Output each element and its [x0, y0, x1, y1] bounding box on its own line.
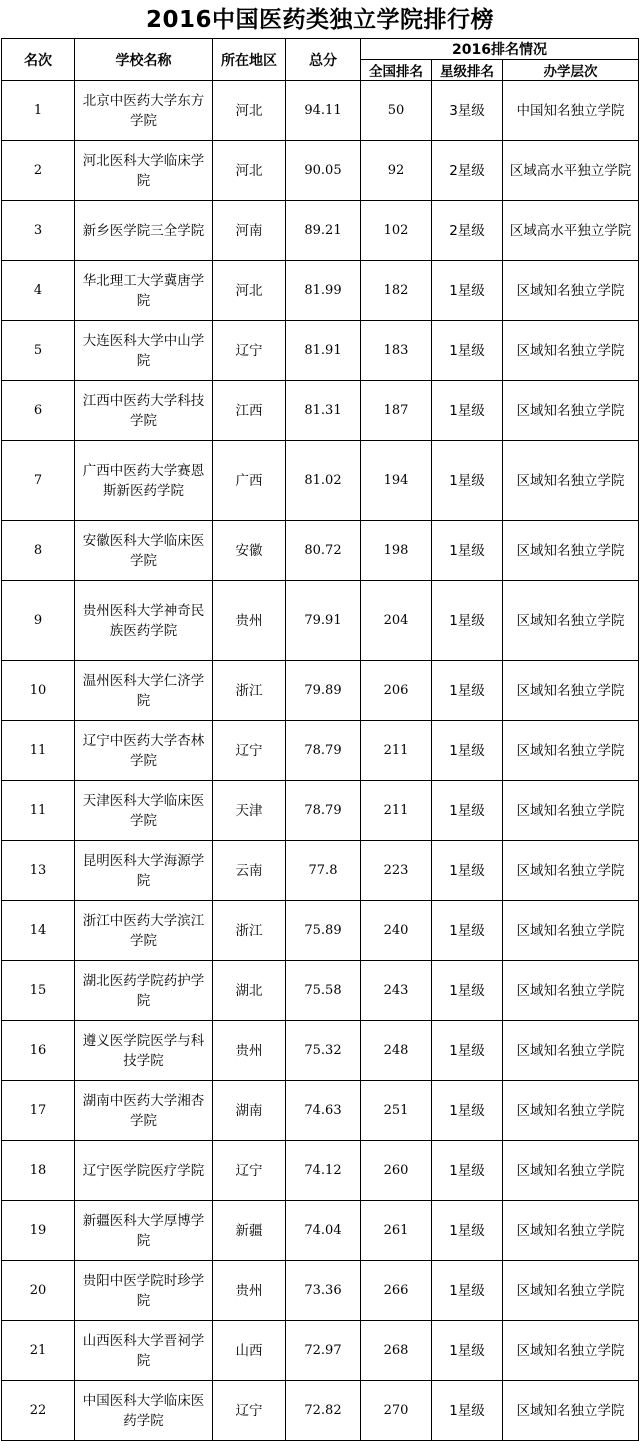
cell-school: 河北医科大学临床学院: [75, 141, 213, 201]
cell-rank: 22: [2, 1381, 75, 1441]
cell-rank: 13: [2, 841, 75, 901]
table-row: [2, 581, 639, 661]
cell-school: 大连医科大学中山学院: [75, 321, 213, 381]
cell-rank: 15: [2, 961, 75, 1021]
cell-star-rank: 1星级: [432, 321, 503, 381]
table-row: [2, 81, 639, 141]
table-row: [2, 441, 639, 521]
cell-national-rank: 182: [361, 261, 432, 321]
cell-region: 浙江: [212, 901, 285, 961]
cell-national-rank: 223: [361, 841, 432, 901]
cell-school: 贵阳中医学院时珍学院: [75, 1261, 213, 1321]
page-title: 2016中国医药类独立学院排行榜: [145, 7, 494, 33]
cell-region: 山西: [212, 1321, 285, 1381]
table-row: [2, 521, 639, 581]
cell-level: 区域知名独立学院: [502, 1321, 638, 1381]
cell-national-rank: 198: [361, 521, 432, 581]
cell-score: 78.79: [285, 721, 360, 781]
cell-region: 河北: [212, 81, 285, 141]
cell-level: 区域知名独立学院: [502, 961, 638, 1021]
cell-region: 新疆: [212, 1201, 285, 1261]
cell-national-rank: 211: [361, 721, 432, 781]
cell-score: 80.72: [285, 521, 360, 581]
table-row: [2, 201, 639, 261]
cell-region: 辽宁: [212, 321, 285, 381]
cell-region: 贵州: [212, 1261, 285, 1321]
cell-national-rank: 187: [361, 381, 432, 441]
cell-star-rank: 3星级: [432, 81, 503, 141]
cell-star-rank: 1星级: [432, 261, 503, 321]
cell-level: 区域知名独立学院: [502, 841, 638, 901]
cell-rank: 10: [2, 661, 75, 721]
cell-score: 81.02: [285, 441, 360, 521]
ranking-table: [1, 38, 639, 1441]
cell-school: 浙江中医药大学滨江学院: [75, 901, 213, 961]
cell-star-rank: 1星级: [432, 841, 503, 901]
table-row: [2, 1381, 639, 1441]
cell-score: 77.8: [285, 841, 360, 901]
cell-rank: 9: [2, 581, 75, 661]
cell-star-rank: 1星级: [432, 1261, 503, 1321]
cell-star-rank: 1星级: [432, 961, 503, 1021]
cell-level: 区域高水平独立学院: [502, 141, 638, 201]
cell-score: 90.05: [285, 141, 360, 201]
cell-level: 区域知名独立学院: [502, 261, 638, 321]
cell-school: 湖南中医药大学湘杏学院: [75, 1081, 213, 1141]
cell-national-rank: 102: [361, 201, 432, 261]
cell-school: 贵州医科大学神奇民族医药学院: [75, 581, 213, 661]
cell-star-rank: 1星级: [432, 381, 503, 441]
cell-rank: 21: [2, 1321, 75, 1381]
cell-national-rank: 211: [361, 781, 432, 841]
cell-score: 79.89: [285, 661, 360, 721]
cell-star-rank: 1星级: [432, 1321, 503, 1381]
cell-star-rank: 1星级: [432, 1381, 503, 1441]
cell-region: 湖北: [212, 961, 285, 1021]
header-row-top: [2, 39, 639, 60]
cell-rank: 6: [2, 381, 75, 441]
cell-region: 安徽: [212, 521, 285, 581]
cell-region: 江西: [212, 381, 285, 441]
cell-star-rank: 1星级: [432, 441, 503, 521]
cell-region: 贵州: [212, 581, 285, 661]
cell-school: 中国医科大学临床医药学院: [75, 1381, 213, 1441]
cell-level: 区域知名独立学院: [502, 581, 638, 661]
cell-region: 广西: [212, 441, 285, 521]
cell-school: 安徽医科大学临床医学院: [75, 521, 213, 581]
cell-star-rank: 1星级: [432, 721, 503, 781]
table-row: [2, 261, 639, 321]
cell-level: 区域知名独立学院: [502, 1081, 638, 1141]
cell-national-rank: 261: [361, 1201, 432, 1261]
table-body: [2, 81, 639, 1441]
cell-score: 74.63: [285, 1081, 360, 1141]
cell-star-rank: 2星级: [432, 201, 503, 261]
cell-region: 云南: [212, 841, 285, 901]
cell-score: 74.12: [285, 1141, 360, 1201]
cell-school: 新乡医学院三全学院: [75, 201, 213, 261]
cell-level: 中国知名独立学院: [502, 81, 638, 141]
cell-rank: 3: [2, 201, 75, 261]
table-row: [2, 1141, 639, 1201]
header-group: 2016排名情况: [361, 39, 639, 60]
cell-star-rank: 2星级: [432, 141, 503, 201]
header-national: 全国排名: [361, 60, 432, 81]
cell-school: 江西中医药大学科技学院: [75, 381, 213, 441]
cell-score: 94.11: [285, 81, 360, 141]
cell-national-rank: 243: [361, 961, 432, 1021]
header-score: 总分: [285, 39, 360, 81]
header-school: 学校名称: [75, 39, 213, 81]
cell-score: 79.91: [285, 581, 360, 661]
cell-rank: 1: [2, 81, 75, 141]
cell-school: 昆明医科大学海源学院: [75, 841, 213, 901]
cell-level: 区域知名独立学院: [502, 521, 638, 581]
cell-region: 浙江: [212, 661, 285, 721]
table-row: [2, 1081, 639, 1141]
cell-rank: 18: [2, 1141, 75, 1201]
cell-score: 78.79: [285, 781, 360, 841]
cell-score: 81.91: [285, 321, 360, 381]
table-row: [2, 321, 639, 381]
cell-score: 81.31: [285, 381, 360, 441]
cell-school: 华北理工大学冀唐学院: [75, 261, 213, 321]
cell-rank: 8: [2, 521, 75, 581]
header-level: 办学层次: [502, 60, 638, 81]
header-rank: 名次: [2, 39, 75, 81]
cell-region: 湖南: [212, 1081, 285, 1141]
table-row: [2, 1021, 639, 1081]
cell-score: 89.21: [285, 201, 360, 261]
cell-level: 区域知名独立学院: [502, 441, 638, 521]
table-row: [2, 1261, 639, 1321]
table-row: [2, 141, 639, 201]
cell-star-rank: 1星级: [432, 661, 503, 721]
cell-rank: 19: [2, 1201, 75, 1261]
cell-national-rank: 206: [361, 661, 432, 721]
cell-school: 天津医科大学临床医学院: [75, 781, 213, 841]
table-row: [2, 961, 639, 1021]
table-row: [2, 721, 639, 781]
cell-rank: 2: [2, 141, 75, 201]
cell-national-rank: 204: [361, 581, 432, 661]
cell-level: 区域知名独立学院: [502, 1261, 638, 1321]
cell-school: 广西中医药大学赛恩斯新医药学院: [75, 441, 213, 521]
cell-rank: 17: [2, 1081, 75, 1141]
cell-national-rank: 270: [361, 1381, 432, 1441]
cell-level: 区域知名独立学院: [502, 1021, 638, 1081]
cell-level: 区域高水平独立学院: [502, 201, 638, 261]
cell-rank: 5: [2, 321, 75, 381]
cell-region: 辽宁: [212, 1141, 285, 1201]
cell-national-rank: 268: [361, 1321, 432, 1381]
cell-rank: 4: [2, 261, 75, 321]
cell-level: 区域知名独立学院: [502, 1141, 638, 1201]
cell-score: 81.99: [285, 261, 360, 321]
cell-region: 河南: [212, 201, 285, 261]
cell-star-rank: 1星级: [432, 1081, 503, 1141]
cell-rank: 14: [2, 901, 75, 961]
cell-star-rank: 1星级: [432, 901, 503, 961]
header-region: 所在地区: [212, 39, 285, 81]
cell-national-rank: 260: [361, 1141, 432, 1201]
cell-star-rank: 1星级: [432, 521, 503, 581]
cell-region: 河北: [212, 141, 285, 201]
cell-star-rank: 1星级: [432, 1201, 503, 1261]
cell-school: 遵义医学院医学与科技学院: [75, 1021, 213, 1081]
cell-school: 湖北医药学院药护学院: [75, 961, 213, 1021]
cell-national-rank: 240: [361, 901, 432, 961]
cell-score: 75.89: [285, 901, 360, 961]
cell-level: 区域知名独立学院: [502, 381, 638, 441]
cell-national-rank: 50: [361, 81, 432, 141]
cell-star-rank: 1星级: [432, 1021, 503, 1081]
cell-level: 区域知名独立学院: [502, 661, 638, 721]
cell-school: 温州医科大学仁济学院: [75, 661, 213, 721]
cell-level: 区域知名独立学院: [502, 721, 638, 781]
cell-school: 辽宁中医药大学杏林学院: [75, 721, 213, 781]
table-row: [2, 661, 639, 721]
cell-rank: 11: [2, 781, 75, 841]
table-row: [2, 381, 639, 441]
cell-rank: 16: [2, 1021, 75, 1081]
cell-school: 辽宁医学院医疗学院: [75, 1141, 213, 1201]
cell-region: 辽宁: [212, 1381, 285, 1441]
cell-level: 区域知名独立学院: [502, 781, 638, 841]
cell-national-rank: 92: [361, 141, 432, 201]
cell-star-rank: 1星级: [432, 581, 503, 661]
cell-school: 山西医科大学晋祠学院: [75, 1321, 213, 1381]
cell-score: 75.58: [285, 961, 360, 1021]
cell-region: 贵州: [212, 1021, 285, 1081]
cell-level: 区域知名独立学院: [502, 1201, 638, 1261]
table-row: [2, 901, 639, 961]
cell-star-rank: 1星级: [432, 1141, 503, 1201]
cell-rank: 7: [2, 441, 75, 521]
cell-level: 区域知名独立学院: [502, 1381, 638, 1441]
cell-school: 北京中医药大学东方学院: [75, 81, 213, 141]
cell-score: 74.04: [285, 1201, 360, 1261]
cell-score: 73.36: [285, 1261, 360, 1321]
cell-region: 河北: [212, 261, 285, 321]
cell-national-rank: 248: [361, 1021, 432, 1081]
header-star: 星级排名: [432, 60, 503, 81]
cell-level: 区域知名独立学院: [502, 321, 638, 381]
table-row: [2, 841, 639, 901]
cell-rank: 11: [2, 721, 75, 781]
table-row: [2, 1321, 639, 1381]
cell-score: 72.82: [285, 1381, 360, 1441]
cell-rank: 20: [2, 1261, 75, 1321]
cell-region: 天津: [212, 781, 285, 841]
cell-region: 辽宁: [212, 721, 285, 781]
cell-national-rank: 194: [361, 441, 432, 521]
cell-score: 75.32: [285, 1021, 360, 1081]
cell-school: 新疆医科大学厚博学院: [75, 1201, 213, 1261]
cell-national-rank: 266: [361, 1261, 432, 1321]
cell-national-rank: 251: [361, 1081, 432, 1141]
cell-national-rank: 183: [361, 321, 432, 381]
cell-score: 72.97: [285, 1321, 360, 1381]
table-row: [2, 781, 639, 841]
cell-level: 区域知名独立学院: [502, 901, 638, 961]
cell-star-rank: 1星级: [432, 781, 503, 841]
table-row: [2, 1201, 639, 1261]
